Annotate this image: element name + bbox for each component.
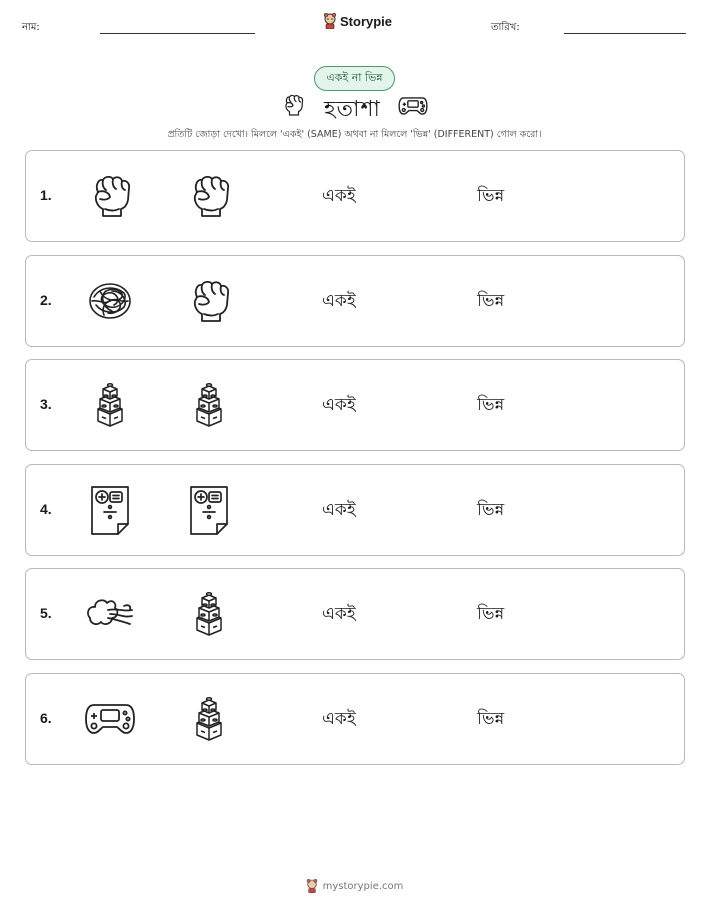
footer-url: mystorypie.com bbox=[322, 880, 404, 892]
building-blocks-icon bbox=[84, 379, 136, 431]
storypie-mascot-icon bbox=[323, 13, 337, 29]
same-option[interactable]: একই bbox=[322, 291, 356, 311]
worksheet-title: হতাশা bbox=[324, 97, 381, 122]
different-option[interactable]: ভিন্ন bbox=[477, 186, 505, 206]
same-option[interactable]: একই bbox=[322, 604, 356, 624]
question-number: 5. bbox=[40, 605, 52, 621]
question-number: 6. bbox=[40, 710, 52, 726]
building-blocks-icon bbox=[183, 379, 235, 431]
different-option[interactable]: ভিন্ন bbox=[477, 604, 505, 624]
same-option[interactable]: একই bbox=[322, 500, 356, 520]
building-blocks-icon bbox=[183, 693, 235, 745]
same-option[interactable]: একই bbox=[322, 395, 356, 415]
question-number: 3. bbox=[40, 396, 52, 412]
fist-icon bbox=[84, 170, 136, 222]
brand-logo bbox=[323, 13, 392, 29]
tangled-thoughts-icon bbox=[84, 275, 136, 327]
question-number: 1. bbox=[40, 187, 52, 203]
fist-icon bbox=[183, 170, 235, 222]
date-field[interactable] bbox=[564, 33, 686, 34]
date-label: তারিখ: bbox=[491, 22, 520, 33]
question-row bbox=[25, 568, 685, 660]
question-number: 4. bbox=[40, 501, 52, 517]
question-row bbox=[25, 464, 685, 556]
question-row bbox=[25, 359, 685, 451]
game-controller-icon bbox=[84, 693, 136, 745]
activity-badge: একই না ভিন্ন bbox=[314, 66, 395, 91]
footer bbox=[0, 879, 709, 893]
name-field[interactable] bbox=[100, 33, 255, 34]
question-number: 2. bbox=[40, 292, 52, 308]
math-worksheet-icon bbox=[183, 484, 235, 536]
different-option[interactable]: ভিন্ন bbox=[477, 500, 505, 520]
game-controller-icon bbox=[398, 95, 428, 121]
math-worksheet-icon bbox=[84, 484, 136, 536]
brand-name: Storypie bbox=[340, 13, 393, 29]
worksheet-header bbox=[0, 12, 709, 42]
instructions-text: প্রতিটি জোড়া দেখো। মিললে 'একই' (SAME) অথবা না মিললে 'ভিন্ন' (DIFFERENT) গোল করো। bbox=[167, 129, 542, 140]
different-option[interactable]: ভিন্ন bbox=[477, 395, 505, 415]
steam-puff-icon bbox=[84, 588, 136, 640]
fist-icon bbox=[280, 92, 306, 122]
different-option[interactable]: ভিন্ন bbox=[477, 709, 505, 729]
same-option[interactable]: একই bbox=[322, 709, 356, 729]
question-row bbox=[25, 673, 685, 765]
building-blocks-icon bbox=[183, 588, 235, 640]
question-row bbox=[25, 255, 685, 347]
question-row bbox=[25, 150, 685, 242]
storypie-mascot-icon bbox=[306, 879, 318, 893]
fist-icon bbox=[183, 275, 235, 327]
same-option[interactable]: একই bbox=[322, 186, 356, 206]
name-label: নাম: bbox=[22, 22, 40, 33]
title-row bbox=[0, 92, 709, 122]
different-option[interactable]: ভিন্ন bbox=[477, 291, 505, 311]
